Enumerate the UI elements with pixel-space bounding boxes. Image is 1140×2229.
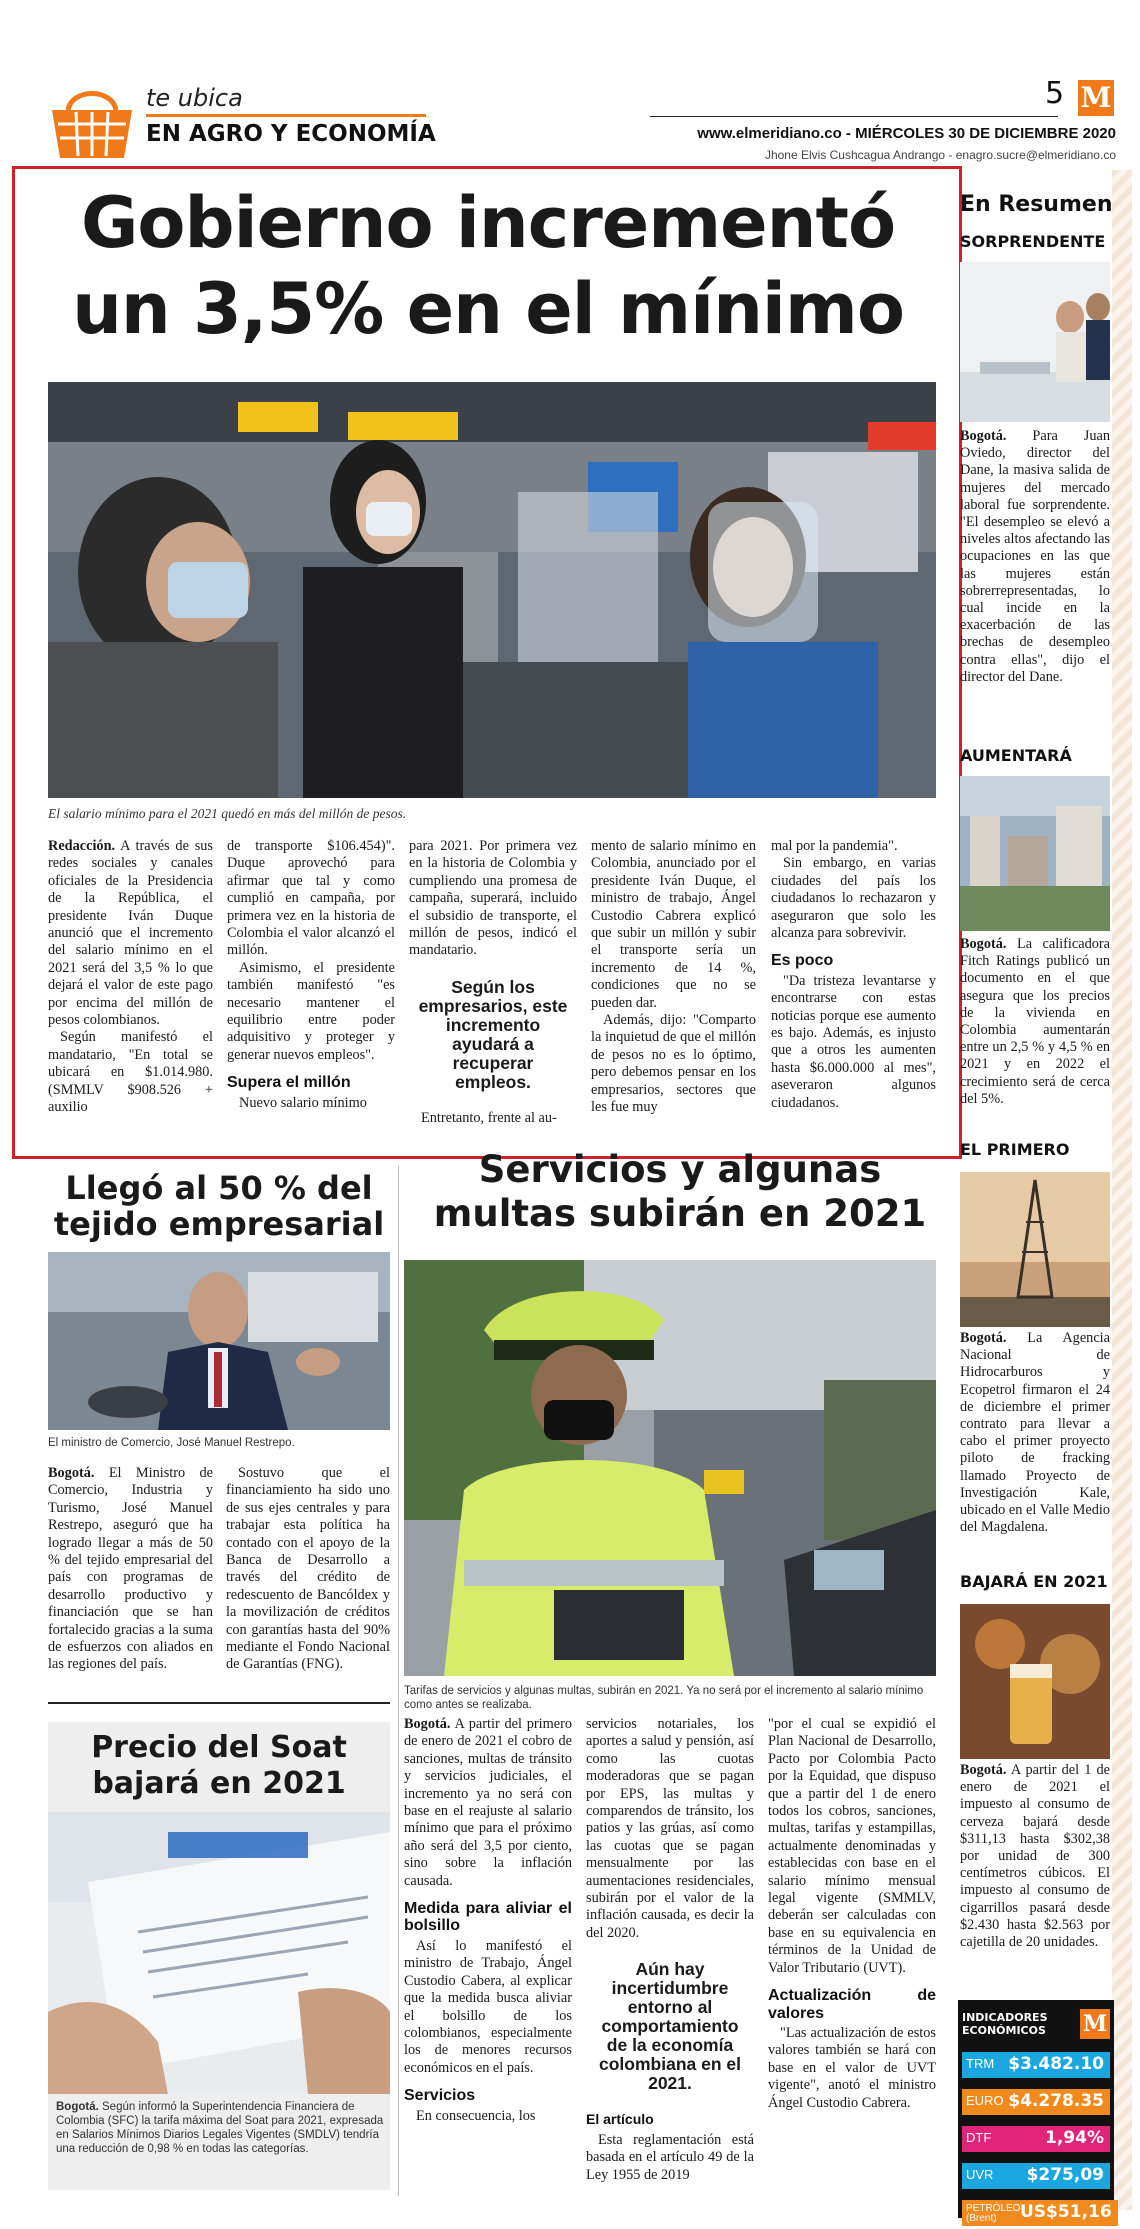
rail-head-sorprendente: SORPRENDENTE: [960, 232, 1106, 251]
section-title: EN AGRO Y ECONOMÍA: [146, 121, 436, 147]
section-logo: [48, 80, 136, 162]
main-col2-para: de transporte $106.454)". Duque aprovechó para afirmar que tal y como cumplió en campaña, por primera vez en la historia de Colombia el valor alcanzó el millón.: [227, 838, 395, 959]
main-col5-para2: Sin embargo, en varias ciudades del país los ciudadanos lo rechazaron y aseguraron que solo les alcanza para sobrevivir.: [771, 855, 936, 942]
indicator-euro-value: $4.278.35: [1008, 2089, 1110, 2115]
rail-text-3: Bogotá. La Agencia Nacional de Hidrocarburos y Ecopetrol firmaron el 24 de diciembre el primer contrato para llevar a cabo el primer proyecto piloto de fracking llamado Proyecto de Investigación Kale, ubicado en el Valle Medio del Magdalena.: [960, 1330, 1110, 1536]
servicios-subhead-medida: Medida para aliviar el bolsillo: [404, 1900, 572, 1935]
servicios-col-1: [404, 1716, 572, 2125]
tejido-col-2: [226, 1465, 390, 1674]
main-photo: [48, 382, 936, 798]
indicators-brand: M: [1080, 2009, 1110, 2039]
rail-text-2: Bogotá. La calificadora Fitch Ratings publicó un documento en el que asegura que los precios de la vivienda en Colombia aumentarán entre un 2,5 % y 4,5 % en 2021 y en 2022 el crecimiento será de cerca del 5%.: [960, 936, 1110, 1107]
page-number: 5: [1045, 76, 1065, 111]
soat-photo: [48, 1812, 390, 2094]
indicator-trm-value: $3.482.10: [1008, 2052, 1110, 2078]
rail-pattern: [1112, 170, 1132, 2210]
main-col-3: [409, 838, 577, 1127]
rail-photo-3: [960, 1172, 1110, 1327]
header-rule: [650, 116, 1058, 117]
indicator-dtf-value: 1,94%: [1020, 2126, 1110, 2152]
main-subhead-espoco: Es poco: [771, 952, 834, 970]
servicios-photo-caption: Tarifas de servicios y algunas multas, subirán en 2021. Ya no será por el incremento al salario mínimo como antes se realizaba.: [404, 1685, 924, 1711]
indicators-title: INDICADORES ECONÓMICOS: [962, 2011, 1048, 2037]
main-headline-line2: un 3,5% en el mínimo: [72, 268, 904, 350]
rail-title: En Resumen: [960, 192, 1113, 217]
main-col-5: [771, 838, 936, 1112]
servicios-subhead-articulo: El artículo: [586, 2111, 654, 2128]
tejido-dateline: Bogotá.: [48, 1465, 95, 1481]
indicator-petroleo-value: US$51,16: [1020, 2200, 1118, 2226]
main-col2-para3: Nuevo salario mínimo: [239, 1094, 367, 1111]
tejido-photo-caption: El ministro de Comercio, José Manuel Restrepo.: [48, 1437, 295, 1449]
servicios-subhead-servicios: Servicios: [404, 2087, 476, 2105]
main-photo-caption: El salario mínimo para el 2021 quedó en más del millón de pesos.: [48, 806, 407, 821]
servicios-col-3: [768, 1716, 936, 2112]
tejido-headline: Llegó al 50 % del tejido empresarial: [53, 1169, 385, 1243]
servicios-col1-para2: Así lo manifestó el ministro de Trabajo, Ángel Custodio Cabera, al explicar que la medida busca aliviar el bolsillo de los colombianos, especialmente los de menores recursos económicos en el país.: [404, 1937, 572, 2076]
servicios-col3-para: "por el cual se expidió el Plan Nacional de Desarrollo, Pacto por Colombia Pacto por la Equidad, que dispuso que a partir del 1 de enero todos los cobros, sanciones, multas, tarifas y estampillas, actualmente denominadas y establecidas con base en el salario mínimo mensual legal vigente (SMMLV, deberán ser calculadas con base en su equivalencia en términos de la Unidad de Valor Tributario (UVT).: [768, 1716, 936, 1976]
servicios-photo: [404, 1260, 936, 1676]
main-col1-para: Redacción. A través de sus redes sociales y canales oficiales de la Presidencia de la República, el presidente Iván Duque anunció que el incremento del salario mínimo en el 2021 será del 3,5 % lo que dejará el valor de este pago por encima del millón de pesos colombianos.: [48, 838, 213, 1029]
tejido-col2-para: Sostuvo que el financiamiento ha sido uno de sus ejes centrales y para trabajar esta política ha contado con el apoyo de la Banca de Desarrollo a través del crédito de redescuento de Bancóldex y la movilización de créditos con garantías hasta del 90% mediante el Fondo Nacional de Garantías (FNG).: [226, 1465, 390, 1673]
main-col4-para: mento de salario mínimo en Colombia, anunciado por el presidente Iván Duque, el ministro de trabajo, Ángel Custodio Cabrera explicó que subir un millón y subir el transporte sería un incremento de 14 %, condiciones que no se pueden dar.: [591, 838, 756, 1011]
rail-dateline-1: Bogotá.: [960, 428, 1007, 444]
indicator-trm: [962, 2048, 1110, 2081]
main-headline-line1: Gobierno incrementó: [80, 182, 896, 264]
main-col5-para: mal por la pandemia".: [771, 838, 898, 854]
rail-head-bajara: BAJARÁ EN 2021: [960, 1572, 1108, 1591]
main-subhead-supera: Supera el millón: [227, 1074, 351, 1092]
section-kicker: te ubica: [146, 84, 243, 112]
indicator-petroleo-sublabel: (Brent): [966, 2212, 997, 2224]
main-col-4: [591, 838, 756, 1117]
rail-photo-2: [960, 776, 1110, 931]
main-col2-para2: Asimismo, el presidente también manifestó "es necesario mantener el equilibrio entre poder adquisitivo y proteger y generar nuevos empleos".: [227, 959, 395, 1063]
servicios-col1-para: Bogotá. A partir del primero de enero de 2021 el cobro de sanciones, multas de tránsito y servicios judiciales, el incremento ya no será con base en el reajuste al salario mínimo que para el próximo año será del 3,5 por ciento, sino sobre la inflación causada.: [404, 1716, 572, 1889]
servicios-headline: Servicios y algunas multas subirán en 2021: [433, 1148, 927, 1235]
rail-text-1: Bogotá. Para Juan Oviedo, director del Dane, la masiva salida de mujeres del mercado laboral fue sorprendente. "El desempleo se elevó a niveles altos afectando las ocupaciones en las que las mujeres están sobrerrepresentadas, lo cual incide en la exacerbación de las brechas de desempleo contra ellas", dijo el director del Dane.: [960, 428, 1110, 685]
servicios-subhead-actualizacion: Actualización de valores: [768, 1987, 936, 2022]
main-col5-para3: "Da tristeza levantarse y encontrarse con estas noticias porque ese aumento es bajo. Además, es injusto que a otros les aumenten hasta $6.000.000 al mes", aseveraron algunos ciudadanos.: [771, 972, 936, 1111]
column-divider: [398, 1166, 399, 2196]
indicator-euro-label: EURO: [962, 2089, 1008, 2115]
servicios-col1-para3: En consecuencia, los: [416, 2107, 536, 2124]
rail-photo-1: [960, 262, 1110, 422]
indicator-uvr-label: UVR: [962, 2163, 1020, 2189]
main-col4-para2: Además, dijo: "Comparto la inquietud de que el millón de pesos no es lo óptimo, pero debemos pensar en los empresarios, sectores que les fue muy: [591, 1012, 756, 1116]
indicator-uvr: [962, 2159, 1110, 2192]
main-col-1: [48, 838, 213, 1117]
main-pull-quote: Según los empresarios, este incremento ayudará a recuperar empleos.: [418, 976, 568, 1092]
rail-photo-4: [960, 1604, 1110, 1759]
indicator-uvr-value: $275,09: [1020, 2163, 1110, 2189]
servicios-col-2: [586, 1716, 754, 2184]
rail-head-aumentara: AUMENTARÁ: [960, 746, 1072, 765]
main-col-2: [227, 838, 395, 1112]
indicator-petroleo-label: PETRÓLEO (Brent): [962, 2200, 1020, 2226]
servicios-dateline: Bogotá.: [404, 1716, 451, 1732]
rail-dateline-2: Bogotá.: [960, 936, 1007, 952]
soat-dateline: Bogotá.: [56, 2101, 99, 2113]
main-col1-para2: Según manifestó el mandatario, "En total se ubicará en $1.014.980. (SMMLV $908.526 + auxilio: [48, 1029, 213, 1116]
indicator-dtf: [962, 2122, 1110, 2155]
brand-letter: M: [1080, 81, 1112, 114]
servicios-pull-quote: Aún hay incertidumbre entorno al comportamiento de la economía colombiana en el 2021.: [599, 1959, 741, 2094]
indicator-dtf-label: DTF: [962, 2126, 1020, 2152]
tejido-rule: [48, 1702, 390, 1704]
rail-dateline-4: Bogotá.: [960, 1762, 1007, 1778]
main-dateline: Redacción.: [48, 838, 116, 854]
indicators-box: [958, 2000, 1114, 2224]
main-col3-para2: Entretanto, frente al au-: [421, 1109, 557, 1126]
servicios-col2-para2: Esta reglamentación está basada en el artículo 49 de la Ley 1955 de 2019: [586, 2131, 754, 2183]
rail-dateline-3: Bogotá.: [960, 1330, 1007, 1346]
tejido-col-1: [48, 1465, 213, 1674]
basket-icon: [48, 80, 136, 162]
indicator-trm-label: TRM: [962, 2052, 1008, 2078]
brand-logo: [1078, 80, 1114, 116]
tejido-col1-para: Bogotá. El Ministro de Comercio, Industria y Turismo, José Manuel Restrepo, aseguró que ha logrado llegar a más de 50 % del tejido empresarial del país con programas de desarrollo productivo y financiación que se han fortalecido gracias a la suma de esfuerzos con aliados en las regiones del país.: [48, 1465, 213, 1673]
main-headline: [28, 180, 948, 352]
servicios-col3-para2: "Las actualización de estos valores también se hará con base en el valor de UVT vigente", anotó el ministro Ángel Custodio Cabrera.: [768, 2024, 936, 2111]
site-date: www.elmeridiano.co - MIÉRCOLES 30 DE DICIEMBRE 2020: [697, 125, 1116, 142]
indicator-euro: [962, 2085, 1110, 2118]
servicios-col2-para: servicios notariales, los aportes a salud y pensión, así como las cuotas moderadoras que se pagan por EPS, las multas y comparendos de tránsito, los patios y las grúas, así como las cuotas que se pagan mensualmente por las aumentaciones residenciales, subirán por el valor de la inflación causada, es decir la del 2020.: [586, 1716, 754, 1941]
soat-caption: Bogotá. Según informó la Superintendencia Financiera de Colombia (SFC) la tarifa máxima del Soat para 2021, expresada en Salarios Mínimos Diarios Legales Vigentes (SMDLV) tendría una reducción de 0,98 % en todas las categorías.: [56, 2101, 384, 2155]
soat-headline: Precio del Soat bajará en 2021: [91, 1730, 347, 1801]
section-rule: [146, 114, 426, 117]
indicator-petroleo: [962, 2196, 1110, 2229]
main-col3-para: para 2021. Por primera vez en la historia de Colombia y cumpliendo una promesa de campaña, superará, incluido el subsidio de transporte, el millón de pesos, indicó el mandatario.: [409, 838, 577, 959]
rail-text-4: Bogotá. A partir del 1 de enero de 2021 el impuesto al consumo de cerveza bajará desde $311,13 hasta $302,38 por unidad de 300 centímetros cúbicos. El impuesto al consumo de cigarrillos pasará desde $2.430 hasta $2.563 por cajetilla de 20 unidades.: [960, 1762, 1110, 1951]
rail-head-primero: EL PRIMERO: [960, 1140, 1070, 1159]
byline: Jhone Elvis Cushcagua Andrango - enagro.sucre@elmeridiano.co: [764, 148, 1116, 162]
tejido-photo: [48, 1252, 390, 1430]
